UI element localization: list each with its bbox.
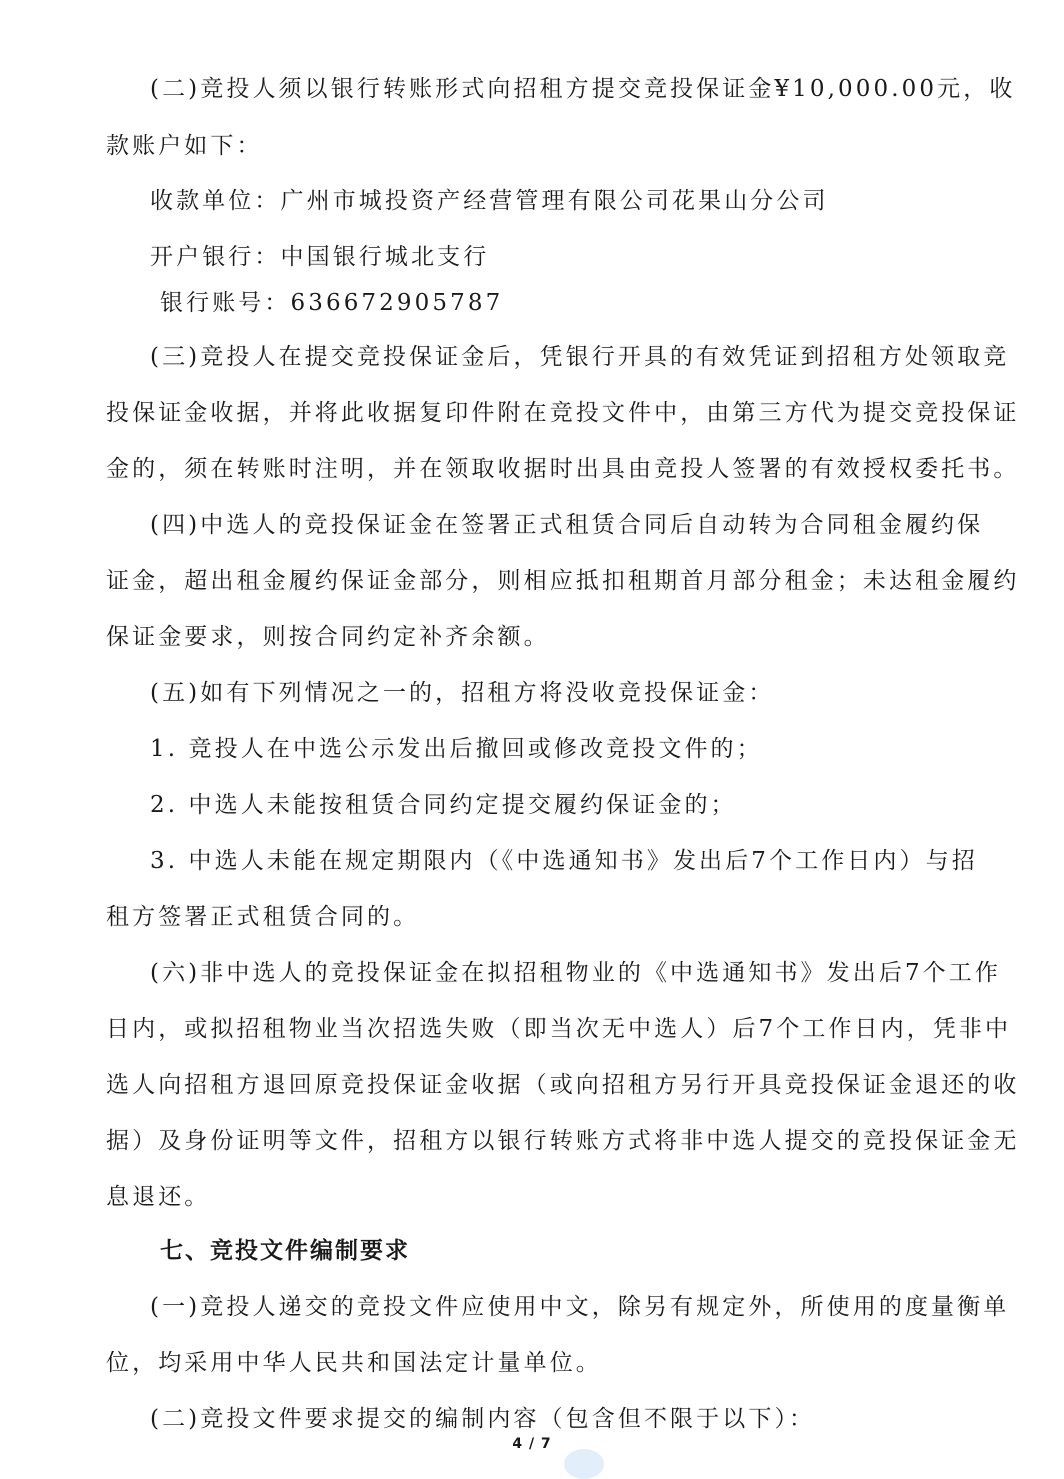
- payee-unit: 收款单位：广州市城投资产经营管理有限公司花果山分公司: [150, 188, 829, 214]
- section-heading: 七、竞投文件编制要求: [160, 1238, 410, 1264]
- paragraph-6-line-1: (六)非中选人的竞投保证金在拟招租物业的《中选通知书》发出后7个工作: [150, 960, 1001, 986]
- section-paragraph-1-line-2: 位，均采用中华人民共和国法定计量单位。: [106, 1350, 602, 1376]
- paragraph-2-line-1: (二)竞投人须以银行转账形式向招租方提交竞投保证金¥10,000.00元，收: [150, 76, 1016, 102]
- section-paragraph-2-line-1: (二)竞投文件要求提交的编制内容（包含但不限于以下）：: [150, 1406, 816, 1432]
- list-item-3-line-1: 3. 中选人未能在规定期限内（《中选通知书》发出后7个工作日内）与招: [150, 848, 978, 874]
- paragraph-5-line-1: (五)如有下列情况之一的，招租方将没收竞投保证金：: [150, 680, 775, 706]
- paragraph-6-line-4: 据）及身份证明等文件，招租方以银行转账方式将非中选人提交的竞投保证金无: [106, 1128, 1020, 1154]
- section-paragraph-1-line-1: (一)竞投人递交的竞投文件应使用中文，除另有规定外，所使用的度量衡单: [150, 1294, 1010, 1320]
- paragraph-6-line-5: 息退还。: [106, 1184, 211, 1210]
- paragraph-2-line-2: 款账户如下：: [106, 133, 263, 159]
- list-item-2: 2. 中选人未能按租赁合同约定提交履约保证金的；: [150, 792, 737, 818]
- paragraph-3-line-2: 投保证金收据，并将此收据复印件附在竞投文件中，由第三方代为提交竞投保证: [106, 400, 1020, 426]
- paragraph-6-line-3: 选人向招租方退回原竞投保证金收据（或向招租方另行开具竞投保证金退还的收: [106, 1072, 1020, 1098]
- paragraph-4-line-1: (四)中选人的竞投保证金在签署正式租赁合同后自动转为合同租金履约保: [150, 512, 984, 538]
- paragraph-3-line-1: (三)竞投人在提交竞投保证金后，凭银行开具的有效凭证到招租方处领取竞: [150, 344, 1010, 370]
- page-number: 4 / 7: [512, 1436, 552, 1452]
- paragraph-4-line-2: 证金，超出租金履约保证金部分，则相应抵扣租期首月部分租金；未达租金履约: [106, 568, 1020, 594]
- opening-bank: 开户银行：中国银行城北支行: [150, 244, 490, 270]
- bank-account: 银行账号：636672905787: [160, 290, 504, 316]
- list-item-3-line-2: 租方签署正式租赁合同的。: [106, 904, 420, 930]
- paragraph-3-line-3: 金的，须在转账时注明，并在领取收据时出具由竞投人签署的有效授权委托书。: [106, 456, 1020, 482]
- decorative-blob: [564, 1449, 604, 1479]
- list-item-1: 1. 竞投人在中选公示发出后撤回或修改竞投文件的；: [150, 736, 763, 762]
- paragraph-6-line-2: 日内，或拟招租物业当次招选失败（即当次无中选人）后7个工作日内，凭非中: [106, 1016, 1012, 1042]
- paragraph-4-line-3: 保证金要求，则按合同约定补齐余额。: [106, 624, 550, 650]
